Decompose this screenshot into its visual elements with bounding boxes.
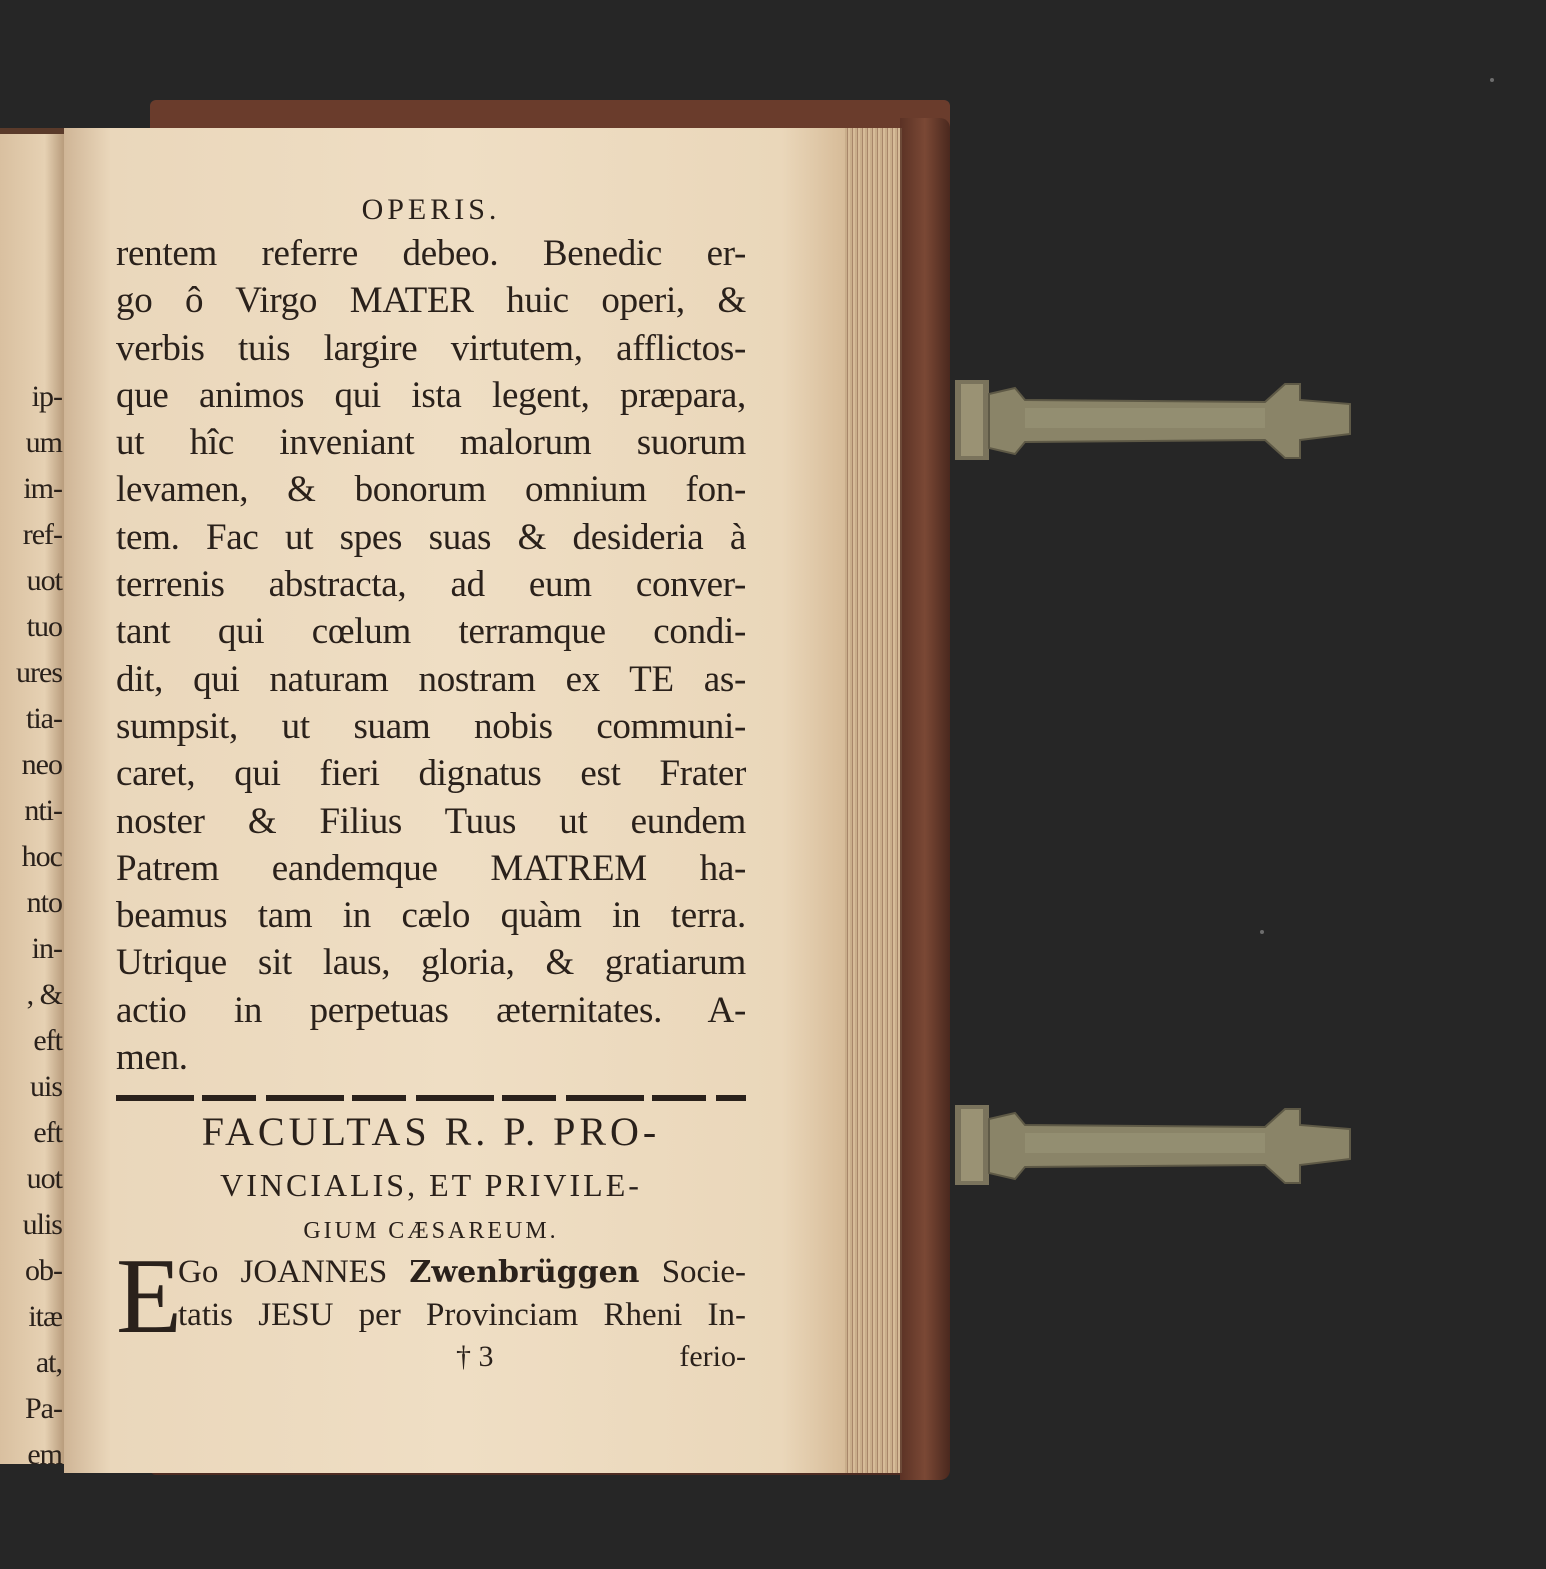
drop-cap: E <box>116 1237 182 1357</box>
previous-page-line-fragment: at, <box>35 1346 62 1379</box>
upper-clasp-shape <box>955 370 1380 470</box>
previous-page-text <box>0 374 64 1478</box>
previous-page-line-fragment: ip- <box>31 380 62 413</box>
text-line: verbis tuis largire virtutem, afflictos- <box>116 327 746 369</box>
previous-page-line-fragment: eft <box>33 1116 62 1149</box>
cover-board-edge <box>900 118 950 1480</box>
text-line: ut hîc inveniant malorum suorum <box>116 422 746 464</box>
previous-page-line-fragment: ref- <box>22 518 62 551</box>
ornamental-rule <box>116 1095 746 1101</box>
previous-page-line-fragment: eft <box>33 1024 62 1057</box>
section-heading-line-3: GIUM CÆSAREUM. <box>303 1218 559 1245</box>
privilege-line-1 <box>178 1251 746 1294</box>
text-line: terrenis abstracta, ad eum conver- <box>116 564 746 606</box>
text-line: beamus tam in cælo quàm in terra. <box>116 895 746 937</box>
text-line: caret, qui fieri dignatus est Frater <box>116 753 746 795</box>
running-head: OPERIS. <box>361 193 501 226</box>
previous-page-line-fragment: nti- <box>24 794 62 827</box>
text-line: tant qui cœlum terramque condi- <box>116 611 746 653</box>
privilege-line-1-end: Socie- <box>661 1254 747 1291</box>
dust-speck <box>1490 78 1494 82</box>
page-footer <box>116 1337 746 1377</box>
previous-page-line-fragment: ures <box>16 656 62 689</box>
signature-mark: † 3 <box>456 1340 494 1374</box>
text-line: men. <box>116 1037 188 1079</box>
section-heading-line-1: FACULTAS R. P. PRO- <box>201 1109 661 1155</box>
lower-clasp-shape <box>955 1095 1380 1195</box>
previous-page-line-fragment: Pa- <box>25 1392 62 1425</box>
previous-page-line-fragment: tuo <box>26 610 62 643</box>
text-line: go ô Virgo MATER huic operi, & <box>116 280 746 322</box>
author-name-blackletter: Zwenbrüggen <box>409 1255 640 1291</box>
previous-page <box>0 128 64 1471</box>
previous-page-line-fragment: uot <box>26 564 62 597</box>
privilege-line-1-start: Go JOANNES <box>178 1254 388 1291</box>
lower-clasp <box>955 1095 1380 1195</box>
text-line: noster & Filius Tuus ut eundem <box>116 800 746 842</box>
previous-page-line-fragment: itæ <box>28 1300 62 1333</box>
previous-page-line-fragment: in- <box>31 932 62 965</box>
upper-clasp <box>955 370 1380 470</box>
previous-page-line-fragment: hoc <box>21 840 62 873</box>
text-line: que animos qui ista legent, præpara, <box>116 374 746 416</box>
text-line: tem. Fac ut spes suas & desideria à <box>116 516 746 558</box>
previous-page-line-fragment: ulis <box>22 1208 62 1241</box>
dust-speck <box>1260 930 1264 934</box>
previous-page-line-fragment: uis <box>29 1070 62 1103</box>
previous-page-line-fragment: neo <box>21 748 62 781</box>
previous-page-line-fragment: em <box>27 1438 62 1471</box>
text-line: actio in perpetuas æternitates. A- <box>116 989 746 1031</box>
previous-page-line-fragment: uot <box>26 1162 62 1195</box>
section-heading-line-2: VINCIALIS, ET PRIVILE- <box>220 1167 642 1204</box>
page-edges <box>840 128 902 1473</box>
body-text <box>116 230 746 1081</box>
text-line: levamen, & bonorum omnium fon- <box>116 469 746 511</box>
text-line: Patrem eandemque MATREM ha- <box>116 847 746 889</box>
text-line: sumpsit, ut suam nobis communi- <box>116 705 746 747</box>
previous-page-line-fragment: im- <box>23 472 62 505</box>
previous-page-line-fragment: nto <box>26 886 62 919</box>
current-page <box>64 128 844 1473</box>
text-line: Utrique sit laus, gloria, & gratiarum <box>116 942 746 984</box>
page-text-block <box>116 190 746 1377</box>
text-line: rentem referre debeo. Benedic er- <box>116 233 746 274</box>
privilege-line-2: tatis JESU per Provinciam Rheni In- <box>178 1297 746 1334</box>
previous-page-line-fragment: tia- <box>26 702 62 735</box>
catchword: ferio- <box>679 1340 746 1374</box>
previous-page-line-fragment: , & <box>26 978 62 1011</box>
previous-page-line-fragment: um <box>25 426 62 459</box>
previous-page-line-fragment: ob- <box>25 1254 62 1287</box>
text-line: dit, qui naturam nostram ex TE as- <box>116 658 746 700</box>
